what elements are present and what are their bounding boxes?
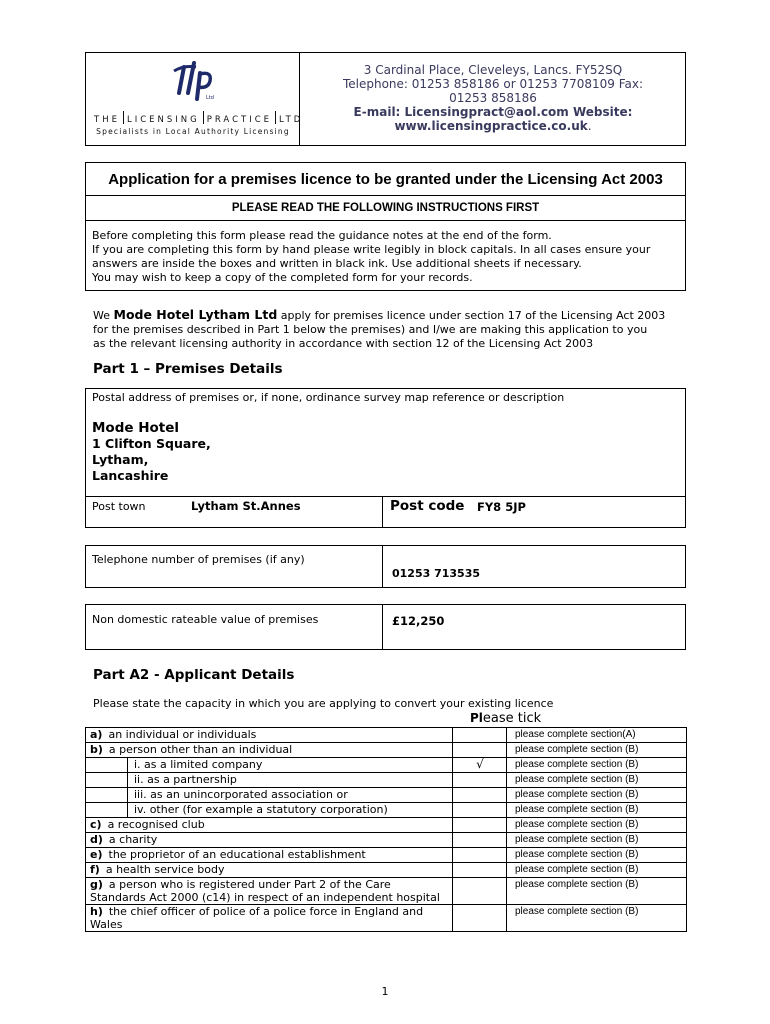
instructions-text: [92, 229, 682, 285]
section-note: please complete section (B): [507, 818, 687, 833]
option-letter: e): [90, 848, 103, 861]
option-text: the chief officer of police of a police force in England and Wales: [90, 905, 424, 931]
tick-box[interactable]: [453, 833, 507, 848]
capacity-sub-option: [128, 773, 453, 788]
rateable-value[interactable]: £12,250: [392, 614, 445, 628]
telephone-label: Telephone number of premises (if any): [92, 553, 305, 566]
licensing-practice-wordmark: [94, 107, 304, 126]
wordmark-divider: [123, 111, 124, 124]
option-text: iv. other (for example a statutory corporation): [134, 803, 388, 816]
tick-box[interactable]: √: [453, 758, 507, 773]
option-text: the proprietor of an educational establishment: [108, 848, 366, 861]
capacity-row: [86, 758, 687, 773]
option-letter: b): [90, 743, 103, 756]
option-text: ii. as a partnership: [134, 773, 237, 786]
email-line[interactable]: E-mail: Licensingpract@aol.com Website:: [353, 105, 633, 119]
tick-box[interactable]: [453, 743, 507, 758]
option-letter: a): [90, 728, 103, 741]
post-code-label: Post code: [390, 498, 465, 514]
capacity-option: [86, 743, 453, 758]
capacity-row: [86, 788, 687, 803]
wordmark-divider: [275, 111, 276, 124]
divider: [86, 496, 685, 497]
wordmark-licensing: LICENSING: [126, 115, 200, 125]
tick-header-p: Pl: [470, 711, 483, 725]
declaration-line1: apply for premises licence under section 17 of the Licensing Act 2003: [280, 309, 666, 322]
contact-panel: [301, 53, 685, 145]
section-note: please complete section (B): [507, 878, 687, 905]
logo-small-text: Ltd: [206, 95, 214, 101]
wordmark-ltd: LTD: [279, 115, 304, 125]
option-letter: g): [90, 878, 103, 891]
instruction-line: If you are completing this form by hand please write legibly in block capitals. In all cases ensure your: [92, 243, 651, 256]
logo-panel: [86, 53, 304, 145]
capacity-sub-option: [128, 803, 453, 818]
post-code-value[interactable]: FY8 5JP: [477, 500, 526, 514]
section-note: please complete section (B): [507, 863, 687, 878]
indent-cell: [86, 788, 128, 803]
option-text: an individual or individuals: [108, 728, 257, 741]
address-line: Lytham,: [92, 452, 149, 467]
capacity-sub-option: [128, 758, 453, 773]
telephone-line: Telephone: 01253 858186 or 01253 7708109 Fax:: [342, 77, 644, 91]
form-title: Application for a premises licence to be granted under the Licensing Act 2003: [86, 163, 685, 196]
declaration-paragraph: [93, 308, 693, 351]
declaration-we: We: [93, 309, 110, 322]
indent-cell: [86, 773, 128, 788]
instruction-line: answers are inside the boxes and written in black ink. Use additional sheets if necessary.: [92, 257, 582, 270]
declaration-line3: as the relevant licensing authority in accordance with section 12 of the Licensing Act 2003: [93, 337, 594, 350]
indent-cell: [86, 758, 128, 773]
capacity-row: [86, 803, 687, 818]
letterhead: [85, 52, 686, 146]
address-line: 1 Clifton Square,: [92, 436, 211, 451]
capacity-option: [86, 863, 453, 878]
divider: [382, 605, 383, 649]
capacity-row: [86, 848, 687, 863]
option-text: a charity: [108, 833, 158, 846]
capacity-row: [86, 878, 687, 905]
applicant-name: Mode Hotel Lytham Ltd: [113, 307, 278, 322]
telephone-box: [85, 545, 686, 588]
option-letter: c): [90, 818, 102, 831]
option-letter: d): [90, 833, 103, 846]
tick-column-header: [470, 711, 541, 726]
section-note: please complete section (B): [507, 758, 687, 773]
page-number: 1: [381, 985, 389, 998]
address-line: Lancashire: [92, 468, 169, 483]
instruction-line: You may wish to keep a copy of the completed form for your records.: [92, 271, 473, 284]
option-text: a person other than an individual: [108, 743, 293, 756]
section-note: please complete section (B): [507, 803, 687, 818]
option-letter: f): [90, 863, 100, 876]
option-text: a person who is registered under Part 2 of the Care Standards Act 2000 (c14) in respect of an independent hospital: [90, 878, 440, 904]
capacity-row: [86, 743, 687, 758]
premises-address-value[interactable]: [92, 420, 211, 484]
wordmark-practice: PRACTICE: [206, 115, 273, 125]
tick-box[interactable]: [453, 773, 507, 788]
instruction-line: Before completing this form please read the guidance notes at the end of the form.: [92, 229, 552, 242]
fax-line: 01253 858186: [449, 91, 537, 105]
partA2-heading: Part A2 - Applicant Details: [93, 667, 295, 683]
tick-box[interactable]: [453, 818, 507, 833]
capacity-intro: Please state the capacity in which you are applying to convert your existing licence: [93, 697, 554, 710]
capacity-row: [86, 833, 687, 848]
capacity-row: [86, 905, 687, 932]
option-text: a health service body: [105, 863, 225, 876]
option-text: iii. as an unincorporated association or: [134, 788, 348, 801]
section-note: please complete section(A): [507, 728, 687, 743]
tick-box[interactable]: [453, 863, 507, 878]
post-town-label: Post town: [92, 500, 146, 513]
capacity-row: [86, 773, 687, 788]
capacity-option: [86, 905, 453, 932]
address-line: 3 Cardinal Place, Cleveleys, Lancs. FY52SQ: [363, 63, 623, 77]
capacity-option: [86, 833, 453, 848]
section-note: please complete section (B): [507, 743, 687, 758]
capacity-option: [86, 728, 453, 743]
capacity-row: [86, 818, 687, 833]
instructions-heading: PLEASE READ THE FOLLOWING INSTRUCTIONS FIRST: [86, 196, 685, 221]
part1-heading: Part 1 – Premises Details: [93, 361, 283, 377]
telephone-value[interactable]: 01253 713535: [392, 567, 481, 580]
tlp-logo-icon: [170, 59, 220, 103]
divider: [382, 496, 383, 528]
website-dot: .: [587, 119, 592, 133]
capacity-row: [86, 863, 687, 878]
divider: [382, 546, 383, 587]
rateable-label: Non domestic rateable value of premises: [92, 613, 319, 626]
tick-box[interactable]: [453, 848, 507, 863]
capacity-option: [86, 848, 453, 863]
declaration-line2: for the premises described in Part 1 below the premises) and I/we are making this application to you: [93, 323, 648, 336]
section-note: please complete section (B): [507, 833, 687, 848]
option-letter: h): [90, 905, 103, 918]
section-note: please complete section (B): [507, 773, 687, 788]
section-note: please complete section (B): [507, 848, 687, 863]
rateable-value-box: [85, 604, 686, 650]
option-text: i. as a limited company: [134, 758, 263, 771]
capacity-row: [86, 728, 687, 743]
tick-box[interactable]: [453, 728, 507, 743]
indent-cell: [86, 803, 128, 818]
tick-box[interactable]: [453, 878, 507, 905]
option-text: a recognised club: [107, 818, 205, 831]
tick-box[interactable]: [453, 905, 507, 932]
address-line: Mode Hotel: [92, 420, 180, 436]
wordmark-the: THE: [94, 115, 120, 125]
section-note: please complete section (B): [507, 788, 687, 803]
application-box: [85, 162, 686, 291]
capacity-option: [86, 818, 453, 833]
capacity-option: [86, 878, 453, 905]
tick-box[interactable]: [453, 803, 507, 818]
section-note: please complete section (B): [507, 905, 687, 932]
capacity-sub-option: [128, 788, 453, 803]
address-label: Postal address of premises or, if none, ordinance survey map reference or description: [92, 391, 565, 404]
tick-box[interactable]: [453, 788, 507, 803]
website-link[interactable]: www.licensingpractice.co.uk: [394, 119, 588, 133]
tagline: Specialists in Local Authority Licensing: [96, 127, 290, 136]
wordmark-divider: [203, 111, 204, 124]
premises-address-box: [85, 388, 686, 528]
tick-header-rest: ease tick: [482, 711, 542, 726]
post-town-value[interactable]: Lytham St.Annes: [191, 499, 301, 513]
capacity-table: [85, 727, 687, 932]
